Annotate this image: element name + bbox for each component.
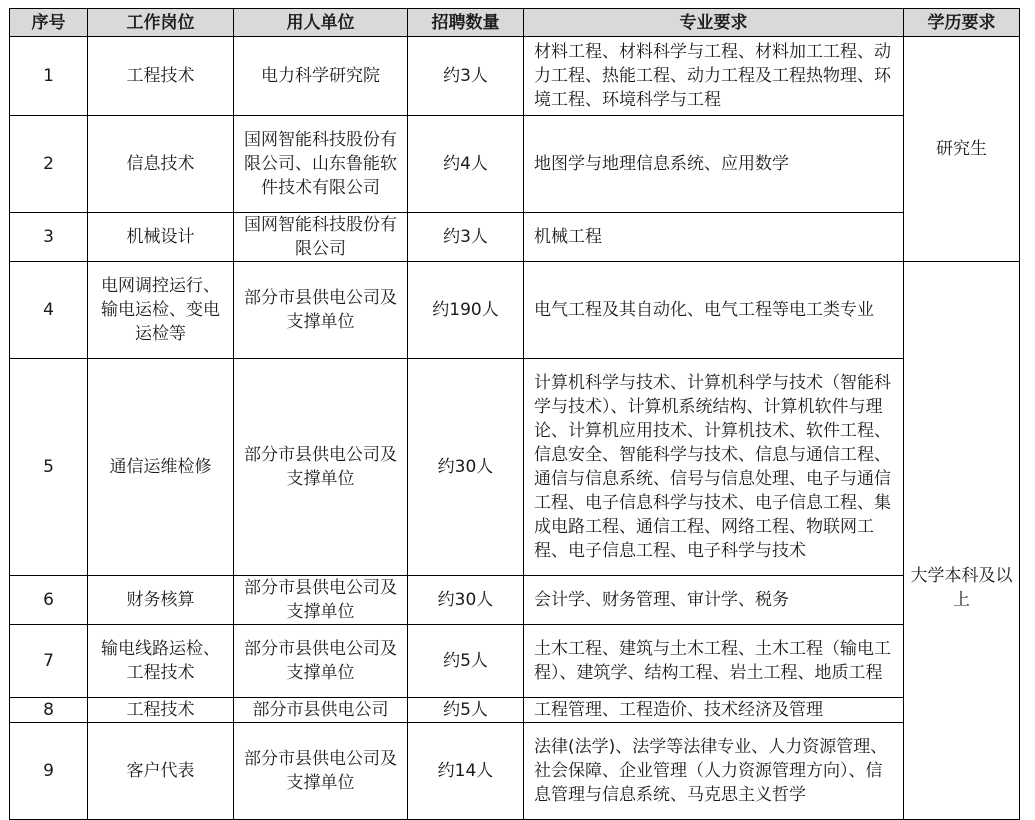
- row-major: 电气工程及其自动化、电气工程等电工类专业: [524, 262, 904, 359]
- row-major: 计算机科学与技术、计算机科学与技术（智能科学与技术）、计算机系统结构、计算机软件与理论、计算机应用技术、计算机技术、软件工程、信息安全、智能科学与技术、信息与通信工程、通信与信息系统、信号与信息处理、电子与通信工程、电子信息科学与技术、电子信息工程、集成电路工程、通信工程、网络工程、物联网工程、电子信息工程、电子科学与技术: [524, 359, 904, 576]
- row-count: 约190人: [408, 262, 524, 359]
- row-count: 约3人: [408, 37, 524, 116]
- header-count: 招聘数量: [408, 9, 524, 37]
- row-position: 工程技术: [88, 37, 234, 116]
- row-no: 1: [10, 37, 88, 116]
- row-major: 材料工程、材料科学与工程、材料加工工程、动力工程、热能工程、动力工程及工程热物理、环境工程、环境科学与工程: [524, 37, 904, 116]
- row-employer: 部分市县供电公司及支撑单位: [234, 576, 408, 625]
- row-position: 财务核算: [88, 576, 234, 625]
- row-no: 8: [10, 698, 88, 723]
- row-employer: 部分市县供电公司及支撑单位: [234, 625, 408, 698]
- header-major: 专业要求: [524, 9, 904, 37]
- education-graduate: 研究生: [904, 37, 1020, 262]
- row-no: 9: [10, 723, 88, 820]
- row-no: 4: [10, 262, 88, 359]
- table-row: [10, 723, 1020, 820]
- row-count: 约5人: [408, 625, 524, 698]
- header-no: 序号: [10, 9, 88, 37]
- row-position: 电网调控运行、输电运检、变电运检等: [88, 262, 234, 359]
- row-position: 输电线路运检、工程技术: [88, 625, 234, 698]
- recruitment-table-wrapper: [9, 8, 1020, 820]
- row-employer: 部分市县供电公司及支撑单位: [234, 262, 408, 359]
- table-row: [10, 116, 1020, 213]
- row-position: 客户代表: [88, 723, 234, 820]
- recruitment-table: [9, 8, 1020, 820]
- row-position: 信息技术: [88, 116, 234, 213]
- row-position: 机械设计: [88, 213, 234, 262]
- row-count: 约14人: [408, 723, 524, 820]
- row-major: 地图学与地理信息系统、应用数学: [524, 116, 904, 213]
- row-position: 通信运维检修: [88, 359, 234, 576]
- row-count: 约4人: [408, 116, 524, 213]
- row-major: 土木工程、建筑与土木工程、土木工程（输电工程）、建筑学、结构工程、岩土工程、地质工程: [524, 625, 904, 698]
- row-major: 会计学、财务管理、审计学、税务: [524, 576, 904, 625]
- row-position: 工程技术: [88, 698, 234, 723]
- table-row: [10, 625, 1020, 698]
- header-education: 学历要求: [904, 9, 1020, 37]
- row-employer: 国网智能科技股份有限公司: [234, 213, 408, 262]
- row-major: 法律(法学)、法学等法律专业、人力资源管理、社会保障、企业管理（人力资源管理方向）、信息管理与信息系统、马克思主义哲学: [524, 723, 904, 820]
- row-count: 约3人: [408, 213, 524, 262]
- row-employer: 电力科学研究院: [234, 37, 408, 116]
- row-no: 5: [10, 359, 88, 576]
- header-position: 工作岗位: [88, 9, 234, 37]
- row-employer: 国网智能科技股份有限公司、山东鲁能软件技术有限公司: [234, 116, 408, 213]
- table-row: [10, 698, 1020, 723]
- row-count: 约30人: [408, 359, 524, 576]
- table-header-row: [10, 9, 1020, 37]
- table-row: [10, 37, 1020, 116]
- row-no: 7: [10, 625, 88, 698]
- table-row: [10, 262, 1020, 359]
- table-row: [10, 359, 1020, 576]
- row-employer: 部分市县供电公司及支撑单位: [234, 723, 408, 820]
- row-major: 机械工程: [524, 213, 904, 262]
- education-undergraduate: 大学本科及以上: [904, 262, 1020, 820]
- table-row: [10, 576, 1020, 625]
- table-row: [10, 213, 1020, 262]
- row-major: 工程管理、工程造价、技术经济及管理: [524, 698, 904, 723]
- row-employer: 部分市县供电公司: [234, 698, 408, 723]
- row-employer: 部分市县供电公司及支撑单位: [234, 359, 408, 576]
- row-no: 2: [10, 116, 88, 213]
- row-no: 3: [10, 213, 88, 262]
- row-no: 6: [10, 576, 88, 625]
- row-count: 约5人: [408, 698, 524, 723]
- header-employer: 用人单位: [234, 9, 408, 37]
- row-count: 约30人: [408, 576, 524, 625]
